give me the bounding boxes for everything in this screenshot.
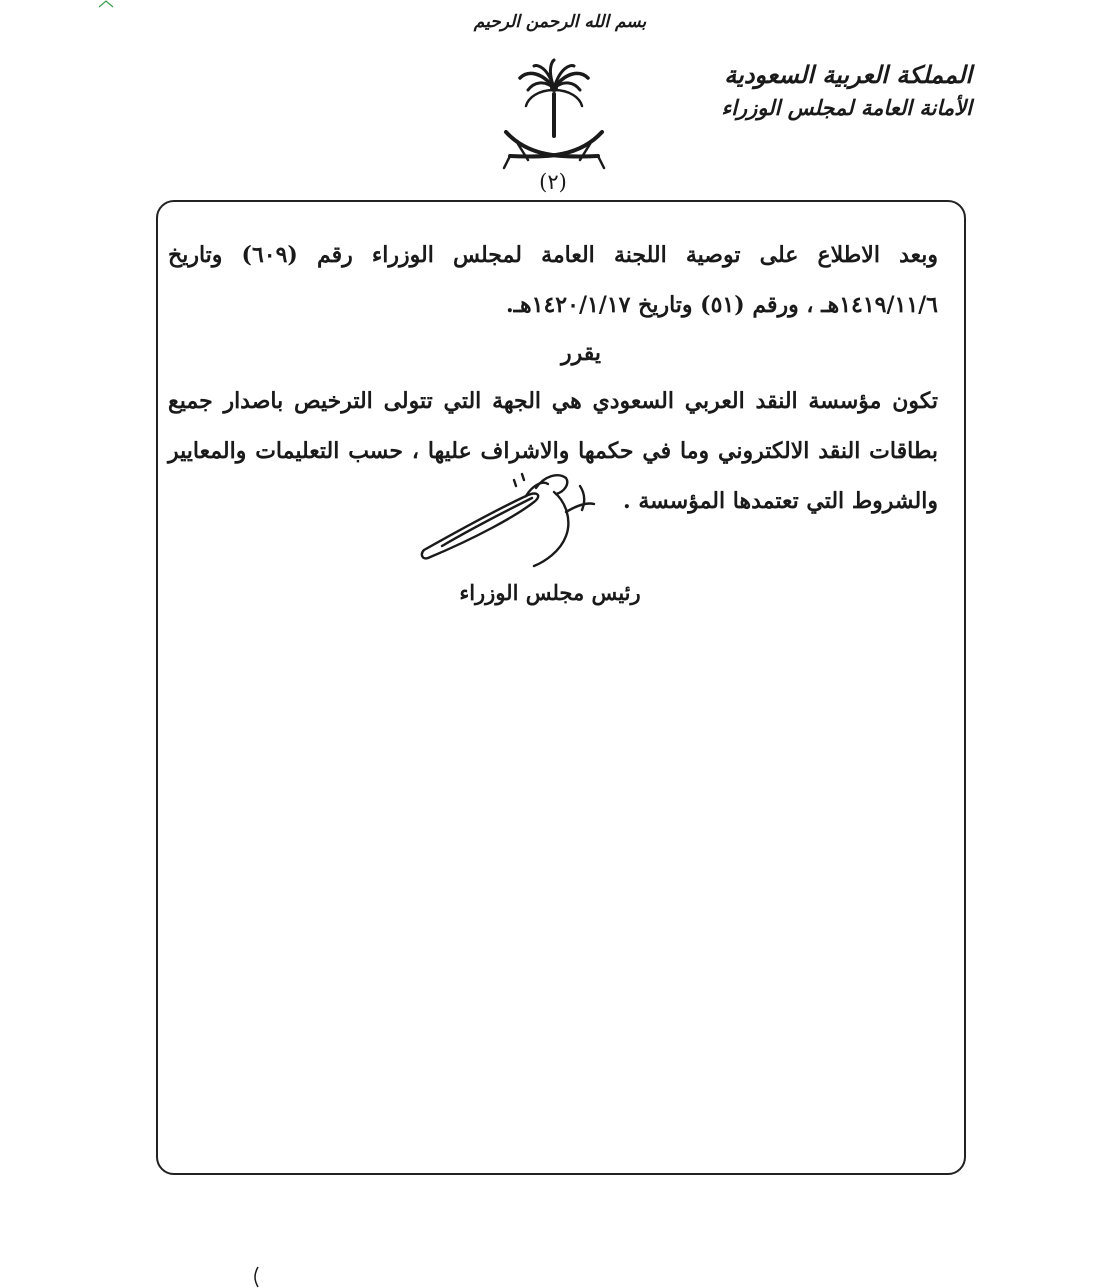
signer-title: رئيس مجلس الوزراء (459, 580, 641, 605)
page-number: (٢) (539, 170, 567, 194)
letterhead (700, 58, 972, 124)
edge-mark-icon (252, 1266, 262, 1288)
palm-and-swords-emblem-icon (498, 58, 610, 176)
decision-heading: يقرر (560, 340, 601, 366)
preamble-paragraph: وبعد الاطلاع على توصية اللجنة العامة لمجلس الوزراء رقم (٦٠٩) وتاريخ ١٤١٩/١١/٦هـ ، ورقم (٥١) وتاريخ ١٤٢٠/١/١٧هـ. (168, 242, 938, 318)
basmala: بسم الله الرحمن الرحيم (473, 12, 647, 32)
letterhead-country: المملكة العربية السعودية (724, 60, 972, 89)
resolution-paragraph: تكون مؤسسة النقد العربي السعودي هي الجهة التي تتولى الترخيص باصدار جميع بطاقات النقد الالكتروني وما في حكمها والاشراف عليها ، حسب التعليمات والمعايير والشروط التي تعتمدها المؤسسة . (168, 388, 938, 514)
signature (416, 462, 606, 574)
letterhead-department: الأمانة العامة لمجلس الوزراء (721, 95, 972, 120)
corner-mark-icon (98, 0, 114, 8)
